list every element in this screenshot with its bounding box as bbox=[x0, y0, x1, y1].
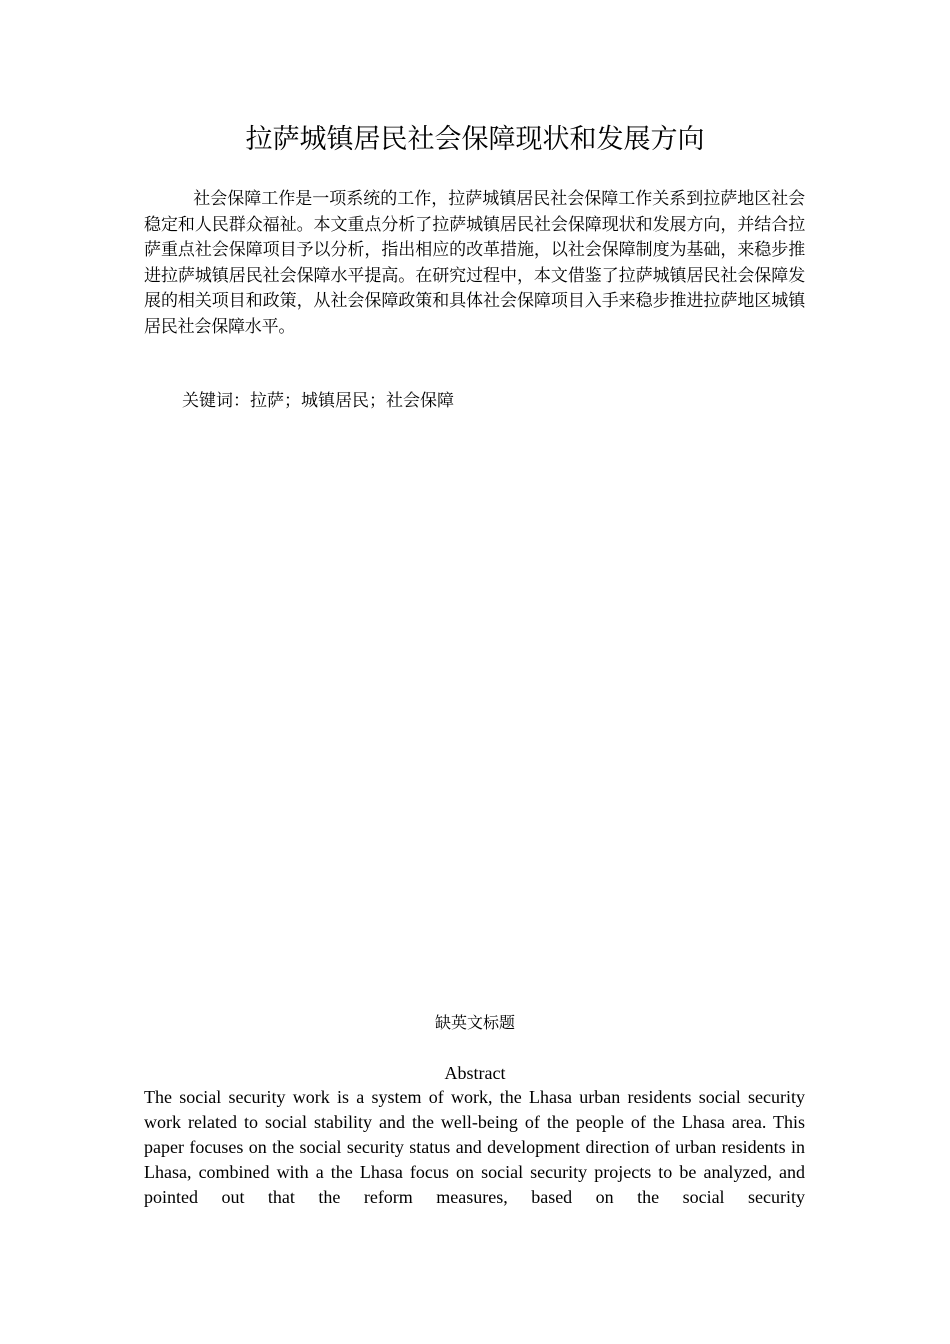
chinese-abstract: 社会保障工作是一项系统的工作，拉萨城镇居民社会保障工作关系到拉萨地区社会稳定和人民群众福祉。本文重点分析了拉萨城镇居民社会保障现状和发展方向，并结合拉萨重点社会保障项目予以分析，指出相应的改革措施，以社会保障制度为基础，来稳步推进拉萨城镇居民社会保障水平提高。在研究过程中，本文借鉴了拉萨城镇居民社会保障发展的相关项目和政策，从社会保障政策和具体社会保障项目入手来稳步推进拉萨地区城镇居民社会保障水平。 bbox=[144, 189, 805, 337]
english-abstract: The social security work is a system of work, the Lhasa urban residents social security work related to social stability and the well-being of the people of the Lhasa area. This paper focuses on the social security status and development direction of urban residents in Lhasa, combined with a the Lhasa focus on social security projects to be analyzed, and pointed out that the reform measures, based on the social security bbox=[144, 1087, 805, 1207]
english-abstract-heading: Abstract bbox=[444, 1063, 506, 1083]
english-title-placeholder: 缺英文标题 bbox=[434, 1013, 515, 1032]
keywords: 关键词：拉萨；城镇居民；社会保障 bbox=[182, 391, 454, 411]
document-title: 拉萨城镇居民社会保障现状和发展方向 bbox=[245, 124, 705, 155]
